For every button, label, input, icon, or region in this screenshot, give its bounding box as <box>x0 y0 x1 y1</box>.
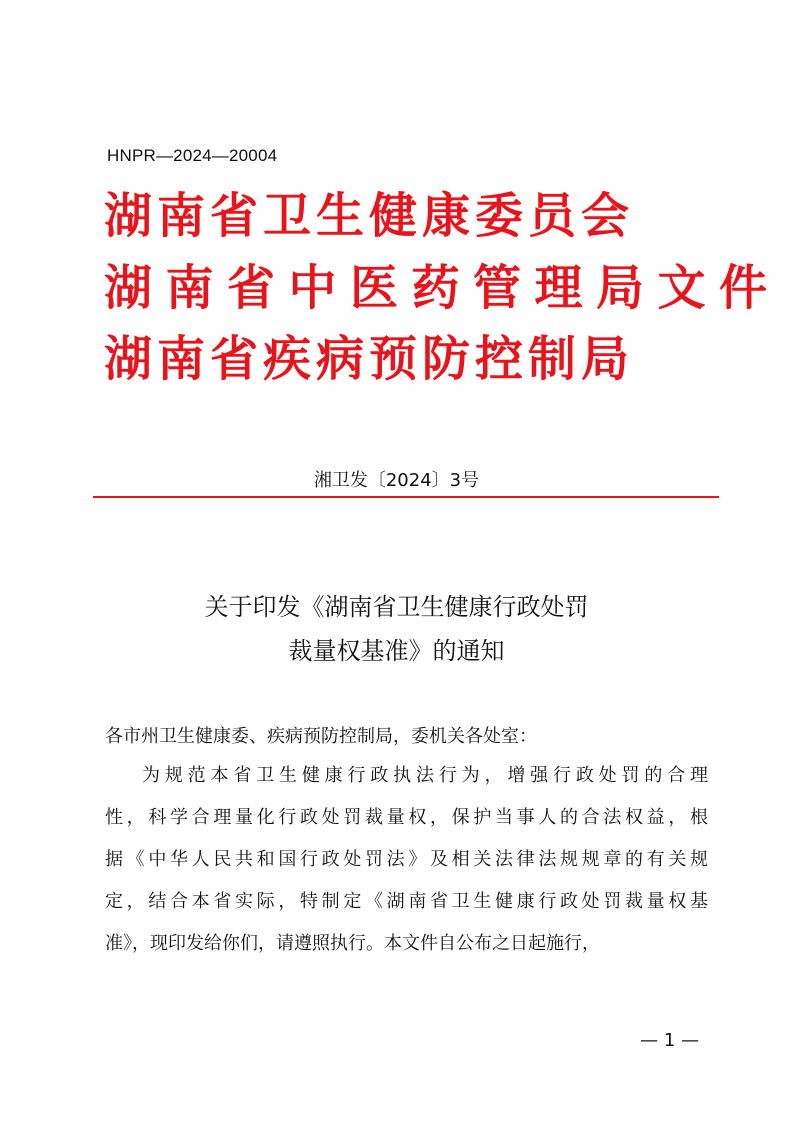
body-text-line: 为规范本省卫生健康行政执法行为，增强行政处罚的合理 <box>142 765 708 786</box>
body-text-line: 据《中华人民共和国行政处罚法》及相关法律法规规章的有关规 <box>105 849 708 870</box>
salutation: 各市州卫生健康委、疾病预防控制局，委机关各处室： <box>105 726 537 747</box>
issuer-line-health-commission: 湖南省卫生健康委员会 <box>104 188 635 244</box>
body-text-line: 定，结合本省实际，特制定《湖南省卫生健康行政处罚裁量权基 <box>105 891 708 912</box>
document-title-line-2: 裁量权基准》的通知 <box>288 637 505 665</box>
document-code: HNPR—2024—20004 <box>107 146 278 165</box>
issuer-line-tcm-bureau: 湖南省中医药管理局文件 <box>104 260 781 316</box>
document-title-line-1: 关于印发《湖南省卫生健康行政处罚 <box>204 593 589 621</box>
body-text-line: 准》，现印发给你们，请遵照执行。本文件自公布之日起施行， <box>105 933 600 954</box>
document-number: 湘卫发〔2024〕3号 <box>313 470 480 491</box>
issuer-line-cdc-bureau: 湖南省疾病预防控制局 <box>104 331 635 387</box>
page-number: — 1 — <box>640 1030 699 1051</box>
body-text-line: 性，科学合理量化行政处罚裁量权，保护当事人的合法权益，根 <box>105 807 708 828</box>
red-separator-line <box>93 496 719 498</box>
